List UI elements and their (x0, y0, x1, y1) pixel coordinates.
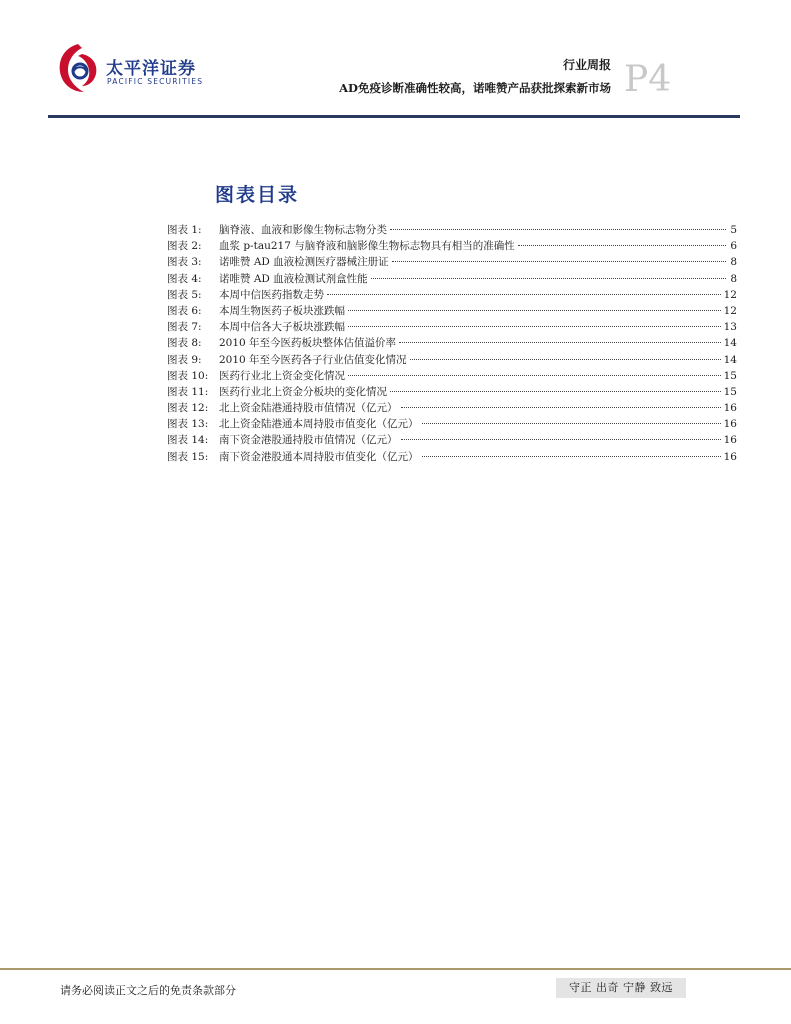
toc-heading: 图表目录 (215, 184, 300, 206)
toc-entry-page: 8 (730, 256, 737, 269)
toc-entry-number: 图表 13: (167, 418, 209, 431)
toc-leader-dots (422, 423, 721, 424)
toc-entry-number: 图表 11: (167, 385, 209, 398)
toc-leader-dots (399, 342, 721, 343)
toc-entry-page: 5 (730, 224, 737, 236)
toc-entry-page: 14 (723, 353, 737, 366)
toc-entry[interactable] (167, 384, 737, 400)
toc-entry-page: 12 (723, 304, 737, 317)
toc-entry-title: 诺唯赞 AD 血液检测医疗器械注册证 (219, 256, 389, 269)
toc-entry-page: 8 (730, 272, 737, 285)
toc-entry-number: 图表 7: (167, 321, 202, 334)
toc-entry-page: 15 (723, 385, 737, 398)
toc-entry[interactable] (167, 335, 737, 351)
toc-entry[interactable] (167, 271, 737, 287)
toc-entry-title: 2010 年至今医药各子行业估值变化情况 (219, 353, 407, 366)
toc-entry-title: 北上资金陆港通本周持股市值变化（亿元） (219, 418, 419, 431)
toc-entry[interactable] (167, 400, 737, 416)
brand-name-en: PACIFIC SECURITIES (107, 77, 204, 86)
toc-entry-page: 6 (730, 240, 737, 253)
toc-entry[interactable] (167, 368, 737, 384)
toc-entry[interactable] (167, 238, 737, 254)
toc-entry-number: 图表 9: (167, 353, 202, 366)
toc-entry-title: 医药行业北上资金分板块的变化情况 (219, 385, 387, 398)
toc-entry-number: 图表 3: (167, 256, 202, 269)
report-title: AD免疫诊断准确性较高，诺唯赞产品获批探索新市场 (339, 81, 611, 95)
page-number: P4 (624, 59, 672, 100)
toc-leader-dots (392, 261, 726, 262)
toc-entry[interactable] (167, 287, 737, 303)
toc-entry-title: 本周生物医药子板块涨跌幅 (219, 304, 345, 317)
toc-entry[interactable] (167, 319, 737, 335)
brand-name-cn: 太平洋证券 (106, 59, 196, 79)
toc-entry-number: 图表 4: (167, 272, 202, 285)
toc-entry-number: 图表 5: (167, 288, 202, 301)
toc-entry-title: 血浆 p-tau217 与脑脊液和脑影像生物标志物具有相当的准确性 (219, 240, 515, 253)
toc-entry-title: 南下资金港股通持股市值情况（亿元） (219, 434, 398, 447)
toc-entry-page: 16 (723, 418, 737, 431)
footer-divider (0, 968, 791, 970)
toc-leader-dots (348, 326, 721, 327)
toc-leader-dots (371, 278, 726, 279)
disclaimer-note: 请务必阅读正文之后的免责条款部分 (60, 984, 236, 997)
toc-entry[interactable] (167, 416, 737, 432)
toc-leader-dots (348, 310, 721, 311)
toc-leader-dots (390, 391, 721, 392)
header-divider (48, 115, 740, 118)
toc-entry-number: 图表 10: (167, 369, 209, 382)
toc-entry-title: 诺唯赞 AD 血液检测试剂盒性能 (219, 272, 368, 285)
toc-entry[interactable] (167, 432, 737, 448)
toc-leader-dots (422, 456, 721, 457)
toc-entry-page: 14 (723, 337, 737, 350)
toc-entry-page: 16 (723, 434, 737, 447)
toc-entry-page: 15 (723, 369, 737, 382)
toc-leader-dots (518, 245, 726, 246)
toc-entry-title: 本周中信医药指数走势 (219, 288, 324, 301)
toc-entry-page: 16 (723, 450, 737, 463)
toc-leader-dots (390, 229, 726, 230)
pacific-securities-logo-icon (56, 40, 102, 96)
toc-entry[interactable] (167, 303, 737, 319)
table-of-figures (167, 222, 737, 465)
toc-entry-number: 图表 14: (167, 434, 209, 447)
toc-entry[interactable] (167, 222, 737, 238)
toc-entry-title: 南下资金港股通本周持股市值变化（亿元） (219, 450, 419, 463)
toc-entry-title: 2010 年至今医药板块整体估值溢价率 (219, 337, 397, 350)
toc-entry-number: 图表 12: (167, 402, 209, 415)
toc-entry-number: 图表 6: (167, 304, 202, 317)
toc-leader-dots (327, 294, 721, 295)
toc-leader-dots (348, 375, 721, 376)
toc-entry-number: 图表 2: (167, 240, 202, 253)
toc-entry-title: 医药行业北上资金变化情况 (219, 369, 345, 382)
toc-leader-dots (401, 439, 721, 440)
toc-entry-number: 图表 1: (167, 224, 202, 236)
company-logo (56, 40, 226, 96)
toc-entry[interactable] (167, 449, 737, 465)
toc-leader-dots (410, 359, 721, 360)
toc-entry-page: 12 (723, 288, 737, 301)
toc-entry-title: 本周中信各大子板块涨跌幅 (219, 321, 345, 334)
toc-entry-title: 脑脊液、血液和影像生物标志物分类 (219, 224, 387, 236)
toc-entry-page: 16 (723, 402, 737, 415)
report-type: 行业周报 (562, 58, 611, 72)
toc-entry-number: 图表 15: (167, 450, 209, 463)
toc-entry-page: 13 (723, 321, 737, 334)
toc-entry[interactable] (167, 352, 737, 368)
toc-entry[interactable] (167, 254, 737, 270)
toc-entry-title: 北上资金陆港通持股市值情况（亿元） (219, 402, 398, 415)
company-motto: 守正 出奇 宁静 致远 (556, 978, 686, 998)
toc-leader-dots (401, 407, 721, 408)
toc-entry-number: 图表 8: (167, 337, 202, 350)
